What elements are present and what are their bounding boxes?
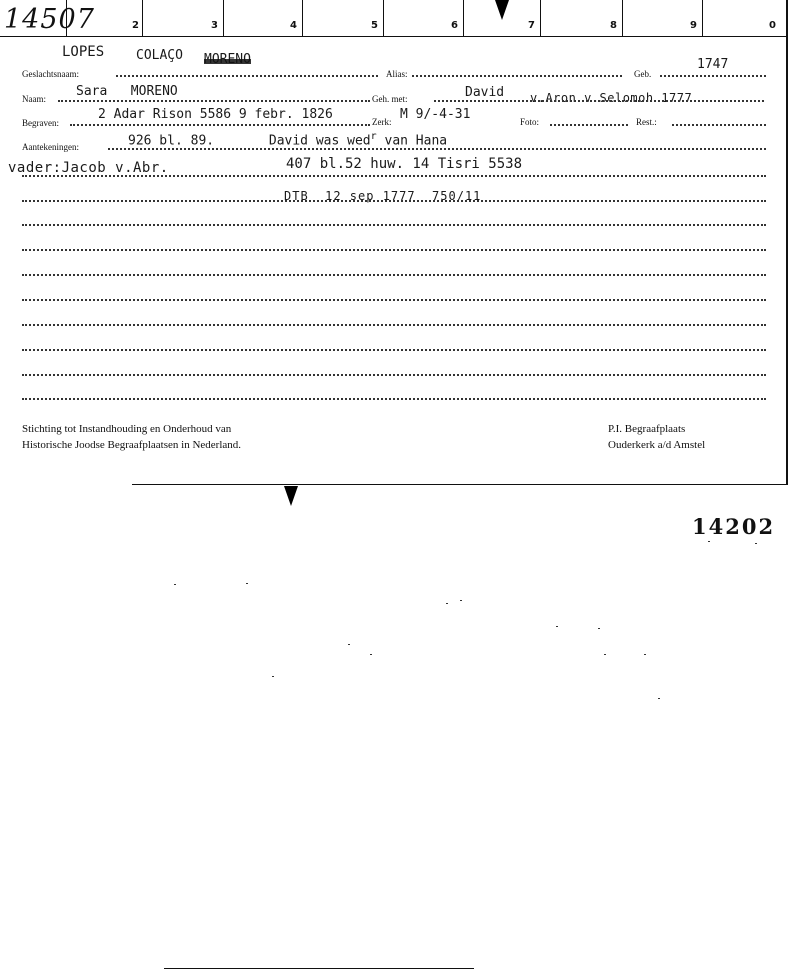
notes-dotted-line (108, 148, 766, 150)
surname-value-2: COLAÇO (136, 48, 183, 63)
foundation-footer (22, 421, 241, 453)
dtb-note: DTB 12 sep 1777 750/11 (284, 189, 482, 203)
index-card (0, 0, 788, 484)
empty-dotted-line (22, 249, 766, 251)
notes-value (128, 131, 447, 148)
cemetery-line-2: Ouderkerk a/d Amstel (608, 439, 706, 451)
column-divider (702, 0, 703, 36)
scan-speck (644, 654, 646, 655)
bottom-marker-icon (284, 486, 298, 506)
buried-dotted-line (70, 124, 370, 126)
photo-label: Foto: (520, 117, 540, 127)
column-divider (383, 0, 384, 36)
column-divider (302, 0, 303, 36)
married-to-extra: v.Aron v.Selomoh 1777 (530, 91, 693, 105)
scan-speck (446, 603, 448, 604)
married-to-dotted-line (434, 100, 764, 102)
scan-speck (658, 698, 660, 699)
scan-speck (460, 600, 462, 601)
surname-value: LOPES (62, 44, 105, 60)
scan-speck (755, 543, 757, 544)
gravestone-value: M 9/-4-31 (400, 107, 471, 122)
empty-dotted-line (22, 299, 766, 301)
column-number: 6 (451, 20, 458, 31)
photo-dotted-line (550, 124, 628, 126)
scan-speck (598, 628, 600, 629)
empty-dotted-line (22, 274, 766, 276)
scan-speck (246, 583, 248, 584)
header-number-row (0, 0, 786, 36)
scan-speck (174, 584, 176, 585)
scan-speck (370, 654, 372, 655)
scan-speck (556, 626, 558, 627)
married-to-value: David (465, 85, 505, 100)
column-number: 8 (610, 20, 617, 31)
birth-label: Geb. (634, 69, 652, 79)
restoration-dotted-line (672, 124, 766, 126)
gravestone-label: Zerk: (372, 117, 392, 127)
card-bottom-edge (132, 484, 788, 485)
cemetery-line-1: P.I. Begraafplaats (608, 423, 686, 435)
empty-dotted-line (22, 224, 766, 226)
column-number: 2 (132, 20, 139, 31)
bottom-scan-edge (164, 968, 474, 969)
foundation-line-2: Historische Joodse Begraafplaatsen in Nederland. (22, 439, 242, 451)
notes-label: Aantekeningen: (22, 142, 79, 152)
notes-superscript: r (370, 131, 377, 142)
column-number: 7 (528, 20, 535, 31)
column-divider (622, 0, 623, 36)
scan-speck (708, 541, 710, 542)
cemetery-footer (608, 421, 705, 453)
surname-label: Geslachtsnaam: (22, 69, 79, 79)
column-divider (540, 0, 541, 36)
foundation-line-1: Stichting tot Instandhouding en Onderhoud van (22, 423, 232, 435)
buried-label: Begraven: (22, 118, 59, 128)
father-note: vader:Jacob v.Abr. (8, 160, 169, 176)
name-dotted-line (58, 100, 370, 102)
scan-speck (348, 644, 350, 645)
handwritten-card-number: 14507 (4, 4, 95, 35)
notes-dotted-line-2 (22, 175, 766, 177)
alias-label: Alias: (386, 69, 408, 79)
column-number: 5 (371, 20, 378, 31)
column-number: 0 (769, 20, 776, 31)
notes-text: 926 bl. 89. David was wed (128, 133, 371, 149)
header-bottom-rule (0, 36, 786, 37)
card-number: 14202 (692, 514, 776, 539)
surname-struck-value: MORENO (204, 52, 251, 67)
name-label: Naam: (22, 94, 46, 104)
column-number: 3 (211, 20, 218, 31)
alias-dotted-line (412, 75, 622, 77)
empty-dotted-line (22, 374, 766, 376)
married-to-label: Geh. met: (372, 94, 408, 104)
top-marker-icon (495, 0, 509, 20)
birth-value: 1747 (697, 57, 729, 72)
scan-speck (272, 676, 274, 677)
restoration-label: Rest.: (636, 117, 657, 127)
column-number: 4 (290, 20, 297, 31)
name-value: Sara MORENO (76, 84, 178, 99)
scan-speck (604, 654, 606, 655)
notes-text-2: van Hana (376, 133, 448, 149)
column-number: 9 (690, 20, 697, 31)
register-note: 407 bl.52 huw. 14 Tisri 5538 (286, 156, 523, 172)
empty-dotted-line (22, 349, 766, 351)
surname-dotted-line (116, 75, 378, 77)
column-divider (463, 0, 464, 36)
column-divider (223, 0, 224, 36)
column-divider (66, 0, 67, 36)
column-divider (142, 0, 143, 36)
empty-dotted-line (22, 324, 766, 326)
buried-value: 2 Adar Rison 5586 9 febr. 1826 (98, 107, 333, 122)
empty-dotted-line (22, 398, 766, 400)
birth-dotted-line (660, 75, 766, 77)
notes-dotted-line-3 (22, 200, 766, 202)
